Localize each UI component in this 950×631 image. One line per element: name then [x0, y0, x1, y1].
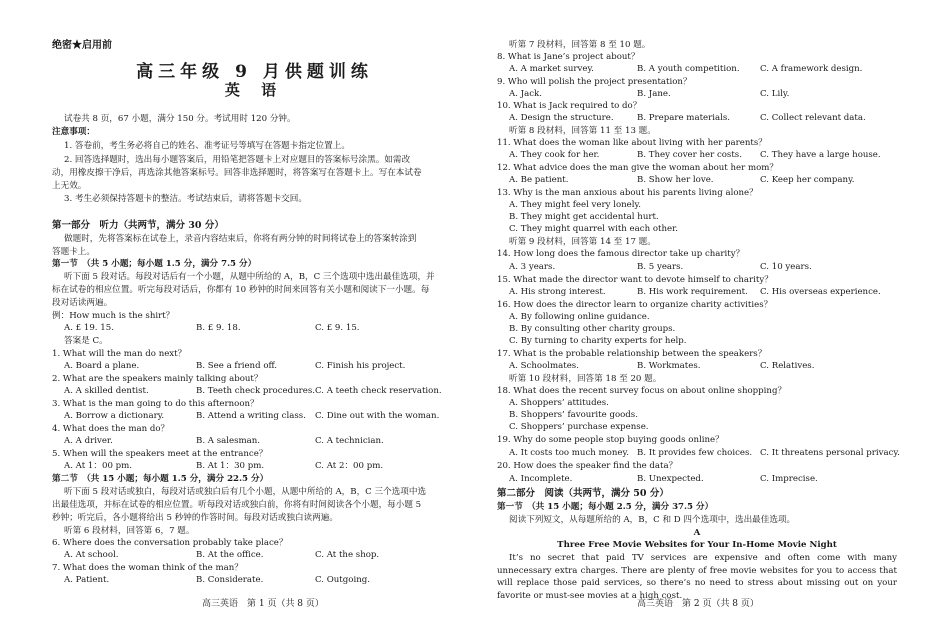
option: A. Board a plane. [64, 361, 140, 371]
passage-letter: A [693, 528, 701, 538]
section-2-intro-a: 听下面 5 段对话或独白，每段对话或独白后有几个小题，从题中所给的 A，B，C 三个选项中选 [64, 487, 427, 497]
page-1-footer: 高三英语 第 1 页（共 8 页） [202, 599, 324, 609]
option: C. At the shop. [315, 550, 380, 560]
exam-subject: 英 语 [224, 81, 285, 99]
example-question: 例：How much is the shirt？ [52, 311, 175, 321]
question-14: 14. How long does the famous director take up charity？ [497, 249, 745, 259]
option: C. Collect relevant data. [760, 113, 866, 123]
note-2b: 动，用橡皮擦干净后，再选涂其他答案标号。回答非选择题时，将答案写在答题卡上。写在本试卷 [52, 168, 422, 178]
page-2-footer: 高三英语 第 2 页（共 8 页） [637, 599, 759, 609]
option: C. By turning to charity experts for help. [509, 336, 687, 346]
question-5: 5. When will the speakers meet at the entrance？ [52, 449, 268, 459]
section-1-intro-b: 标在试卷的相应位置。听完每段对话后，你都有 10 秒钟的时间来回答有关小题和阅读下一小题。每 [52, 285, 430, 295]
material-9-label: 听第 9 段材料，回答第 14 至 17 题。 [509, 237, 656, 247]
material-7-label: 听第 7 段材料，回答第 8 至 10 题。 [509, 40, 651, 50]
option: B. Prepare materials. [637, 113, 730, 123]
section-2-intro-c: 秒钟；听完后，各小题将给出 5 秒钟的作答时间。每段对话或独白读两遍。 [52, 513, 338, 523]
question-18: 18. What does the recent survey focus on about online shopping？ [497, 386, 787, 396]
option: C. Dine out with the woman. [315, 411, 440, 421]
note-2c: 上无效。 [52, 181, 87, 191]
option: A. They cook for her. [509, 150, 600, 160]
question-15: 15. What made the director want to devote himself to charity？ [497, 275, 773, 285]
note-3: 3. 考生必须保持答题卡的整洁。考试结束后，请将答题卡交回。 [64, 194, 307, 204]
option: B. They cover her costs. [637, 150, 742, 160]
option: A. Schoolmates. [509, 361, 579, 371]
option: B. Teeth check procedures. [196, 386, 315, 396]
question-2: 2. What are the speakers mainly talking about？ [52, 374, 263, 384]
material-6-label: 听第 6 段材料，回答第 6，7 题。 [64, 526, 195, 536]
option: B. Show her love. [637, 175, 714, 185]
option: A. Patient. [64, 575, 110, 585]
part-1-intro-a: 做题时，先将答案标在试卷上，录音内容结束后，你将有两分钟的时间将试卷上的答案转涂到 [64, 234, 417, 244]
question-20: 20. How does the speaker find the data？ [497, 461, 678, 471]
option: A. £ 19. 15. [64, 323, 114, 333]
option: B. Considerate. [196, 575, 264, 585]
secret-label: 绝密★启用前 [52, 40, 112, 51]
option: A. Be patient. [509, 175, 569, 185]
question-6: 6. Where does the conversation probably take place？ [52, 538, 288, 548]
question-16: 16. How does the director learn to organize charity activities？ [497, 300, 773, 310]
option: B. By consulting other charity groups. [509, 324, 676, 334]
option: A. Incomplete. [509, 474, 573, 484]
option: A. Borrow a dictionary. [64, 411, 165, 421]
option: B. Attend a writing class. [196, 411, 306, 421]
option: C. A technician. [315, 436, 384, 446]
option: C. A framework design. [760, 64, 863, 74]
option: C. A teeth check reservation. [315, 386, 442, 396]
part-2-section-1-intro: 阅读下列短文，从每题所给的 A，B，C 和 D 四个选项中，选出最佳选项。 [509, 515, 796, 525]
question-3: 3. What is the man going to do this afternoon？ [52, 399, 259, 409]
option: B. At 1：30 pm. [196, 461, 265, 471]
exam-meta: 试卷共 8 页，67 小题，满分 150 分。考试用时 120 分钟。 [64, 114, 296, 124]
question-1: 1. What will the man do next？ [52, 349, 187, 359]
option: A. A market survey. [509, 64, 594, 74]
section-1-intro-c: 段对话读两遍。 [52, 298, 113, 308]
option: B. It provides few choices. [637, 448, 753, 458]
option: B. Unexpected. [637, 474, 704, 484]
option: B. Workmates. [637, 361, 701, 371]
section-2-intro-b: 出最佳选项，并标在试卷的相应位置。听每段对话或独白前，你将有时间阅读各个小题，每小题 5 [52, 500, 422, 510]
option: A. His strong interest. [509, 287, 606, 297]
option: B. See a friend off. [196, 361, 278, 371]
part-1-heading: 第一部分 听力（共两节，满分 30 分） [52, 220, 224, 231]
option: A. It costs too much money. [509, 448, 629, 458]
option: C. It threatens personal privacy. [760, 448, 900, 458]
option: A. Design the structure. [509, 113, 614, 123]
note-2a: 2. 回答选择题时，选出每小题答案后，用铅笔把答题卡上对应题目的答案标号涂黑。如需改 [64, 155, 411, 165]
option: A. At 1：00 pm. [64, 461, 133, 471]
option: C. They might quarrel with each other. [509, 224, 678, 234]
section-1-intro-a: 听下面 5 段对话。每段对话后有一个小题，从题中所给的 A，B，C 三个选项中选出最佳选项，并 [64, 272, 435, 282]
question-13: 13. Why is the man anxious about his parents living alone？ [497, 188, 758, 198]
option: C. At 2：00 pm. [315, 461, 384, 471]
option: C. Finish his project. [315, 361, 406, 371]
passage-body: It’s no secret that paid TV services are expensive and often come with many unnecessary extra charges. There are plenty of free movie websites for you to access that will replace those paid services, so there’s no need to stress about missing out on your favorite or must-see movies at a high cost. [497, 553, 897, 601]
question-19: 19. Why do some people stop buying goods online？ [497, 435, 724, 445]
option: B. Jane. [637, 89, 671, 99]
note-1: 1. 答卷前，考生务必将自己的姓名、准考证号等填写在答题卡指定位置上。 [64, 141, 350, 151]
question-10: 10. What is Jack required to do？ [497, 101, 642, 111]
option: C. £ 9. 15. [315, 323, 360, 333]
option: B. His work requirement. [637, 287, 748, 297]
option: C. His overseas experience. [760, 287, 881, 297]
option: B. Shoppers’ favourite goods. [509, 410, 638, 420]
option: B. They might get accidental hurt. [509, 212, 659, 222]
option: C. 10 years. [760, 262, 812, 272]
part-2-heading: 第二部分 阅读（共两节，满分 50 分） [497, 488, 669, 499]
option: C. Shoppers’ purchase expense. [509, 422, 649, 432]
option: B. A salesman. [196, 436, 261, 446]
part-2-section-1-heading: 第一节 （共 15 小题；每小题 2.5 分，满分 37.5 分） [497, 502, 714, 512]
option: A. At school. [64, 550, 119, 560]
question-9: 9. Who will polish the project presentation？ [497, 77, 692, 87]
option: A. 3 years. [509, 262, 556, 272]
question-11: 11. What does the woman like about living with her parents？ [497, 138, 767, 148]
question-12: 12. What advice does the man give the woman about her mom？ [497, 163, 779, 173]
question-17: 17. What is the probable relationship between the speakers？ [497, 349, 767, 359]
option: A. Jack. [509, 89, 542, 99]
option: A. By following online guidance. [509, 312, 650, 322]
option: C. Keep her company. [760, 175, 855, 185]
option: C. Lily. [760, 89, 790, 99]
question-7: 7. What does the woman think of the man？ [52, 563, 243, 573]
material-10-label: 听第 10 段材料，回答第 18 至 20 题。 [509, 374, 662, 384]
option: A. A skilled dentist. [64, 386, 149, 396]
part-1-intro-b: 答题卡上。 [52, 247, 95, 257]
option: C. Imprecise. [760, 474, 818, 484]
option: A. Shoppers’ attitudes. [509, 398, 609, 408]
option: B. At the office. [196, 550, 264, 560]
option: C. Outgoing. [315, 575, 370, 585]
option: B. 5 years. [637, 262, 684, 272]
option: B. A youth competition. [637, 64, 740, 74]
section-1-heading: 第一节 （共 5 小题；每小题 1.5 分，满分 7.5 分） [52, 259, 257, 269]
option: C. Relatives. [760, 361, 815, 371]
exam-title: 高三年级 9 月供题训练 [136, 62, 373, 82]
section-2-heading: 第二节 （共 15 小题；每小题 1.5 分，满分 22.5 分） [52, 474, 269, 484]
option: A. A driver. [64, 436, 113, 446]
example-answer: 答案是 C。 [64, 336, 108, 346]
option: C. They have a large house. [760, 150, 881, 160]
option: B. £ 9. 18. [196, 323, 241, 333]
question-4: 4. What does the man do？ [52, 424, 170, 434]
question-8: 8. What is Jane’s project about？ [497, 52, 640, 62]
option: A. They might feel very lonely. [509, 200, 641, 210]
material-8-label: 听第 8 段材料，回答第 11 至 13 题。 [509, 126, 656, 136]
notes-title: 注意事项： [52, 127, 95, 137]
passage-title: Three Free Movie Websites for Your In-Home Movie Night [557, 540, 837, 550]
